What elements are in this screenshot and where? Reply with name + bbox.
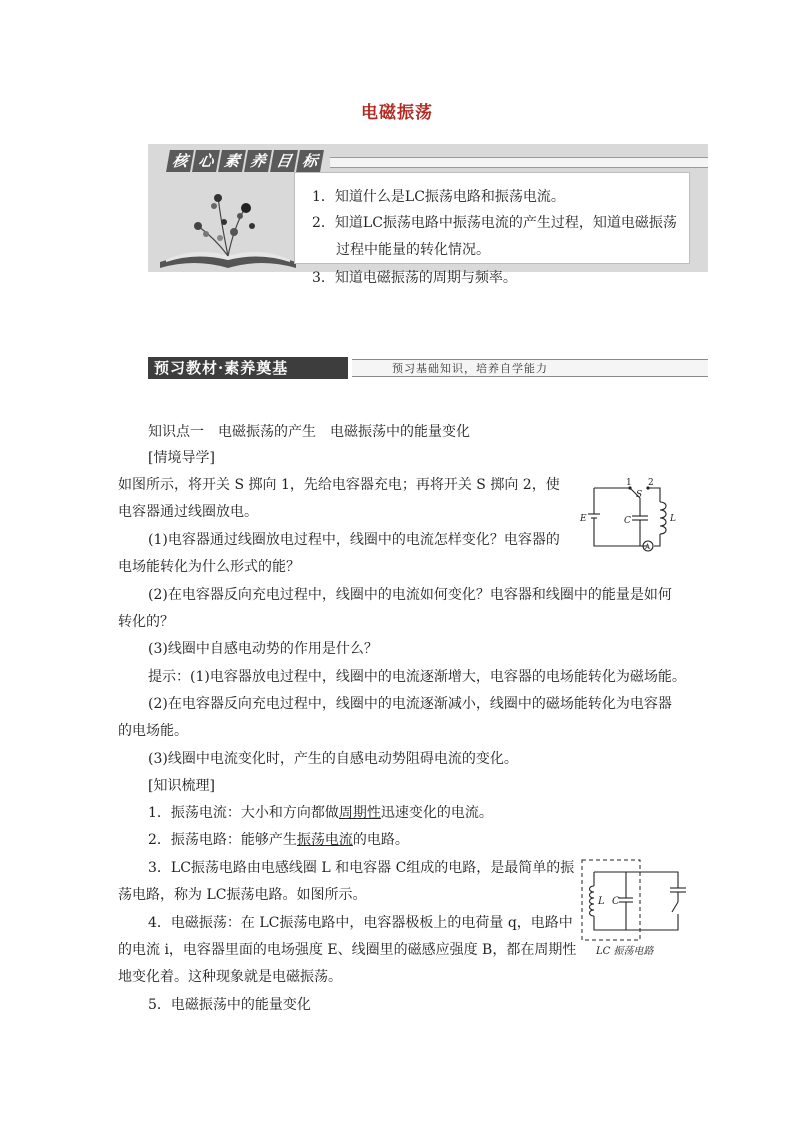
- question-2: (2)在电容器反向充电过程中，线圈中的电流如何变化？电容器和线圈中的能量是如何: [148, 587, 672, 603]
- point-4: 4．电磁振荡：在 LC振荡电路中，电容器极板上的电荷量 q，电路中: [148, 915, 573, 931]
- objectives-header: [168, 150, 322, 172]
- section-title: 预习教材·素养奠基: [148, 357, 348, 379]
- point-5: 5．电磁振荡中的能量变化: [148, 997, 311, 1013]
- objectives-header-char: 核: [166, 150, 194, 172]
- answer-2: 的电场能。: [118, 723, 188, 739]
- figure1-label-E: E: [580, 514, 587, 524]
- point-3: 3．LC振荡电路由电感线圈 L 和电容器 C组成的电路，是最简单的振: [148, 860, 575, 876]
- question-1: (1)电容器通过线圈放电过程中，线圈中的电流怎样变化？电容器的: [148, 532, 560, 548]
- knowledge-heading: 知识点一 电磁振荡的产生 电磁振荡中的能量变化: [148, 424, 470, 440]
- point-1: 1．振荡电流：大小和方向都做周期性迅速变化的电流。: [148, 805, 493, 821]
- objectives-header-char: 目: [270, 150, 298, 172]
- ammeter-symbol: A: [645, 543, 651, 551]
- objectives-header-rule: [330, 157, 708, 168]
- point-4: 的电流 i，电容器里面的电场强度 E、线圈里的磁感应强度 B，都在周期性: [118, 942, 577, 958]
- circuit-diagram-1: [578, 478, 678, 552]
- objectives-header-char: 标: [296, 150, 324, 172]
- figure1-label-2: 2: [648, 478, 654, 488]
- section-subtitle: 预习基础知识，培养自学能力: [352, 359, 708, 377]
- answer-3: (3)线圈中电流变化时，产生的自感电动势阻碍电流的变化。: [148, 751, 518, 767]
- objectives-header-char: 心: [192, 150, 220, 172]
- figure2-label-C: C: [612, 896, 620, 907]
- sort-label: [知识梳理]: [148, 778, 215, 794]
- figure1-label-S: S: [636, 490, 643, 500]
- objective-item: 过程中能量的转化情况。: [336, 242, 490, 258]
- question-2: 转化的？: [118, 614, 174, 630]
- point-4: 地变化着。这种现象就是电磁振荡。: [118, 969, 342, 985]
- objectives-header-char: 养: [244, 150, 272, 172]
- open-book-illustration: [158, 176, 298, 270]
- answer-2: (2)在电容器反向充电过程中，线圈中的电流逐渐减小，线圈中的磁场能转化为电容器: [148, 696, 672, 712]
- objective-item: 2．知道LC振荡电路中振荡电流的产生过程，知道电磁振荡: [312, 215, 677, 231]
- point-2: 2．振荡电路：能够产生振荡电流的电路。: [148, 832, 409, 848]
- guide-label: [情境导学]: [148, 450, 215, 466]
- question-1: 电场能转化为什么形式的能？: [118, 559, 300, 575]
- intro-text: 电容器通过线圈放电。: [118, 504, 258, 520]
- intro-text: 如图所示，将开关 S 掷向 1，先给电容器充电；再将开关 S 掷向 2，使: [118, 477, 560, 493]
- page-title: 电磁振荡: [361, 103, 433, 123]
- figure2-caption: LC 振荡电路: [596, 946, 654, 957]
- objective-item: 3．知道电磁振荡的周期与频率。: [312, 270, 517, 286]
- figure1-label-1: 1: [626, 478, 632, 488]
- circuit-diagram-2: [578, 858, 690, 960]
- figure1-label-L: L: [670, 514, 676, 524]
- point-3: 荡电路，称为 LC振荡电路。如图所示。: [118, 887, 367, 903]
- figure1-label-C: C: [624, 516, 631, 526]
- objective-item: 1．知道什么是LC振荡电路和振荡电流。: [312, 189, 565, 205]
- figure2-label-L: L: [598, 896, 605, 907]
- answer-1: 提示：(1)电容器放电过程中，线圈中的电流逐渐增大，电容器的电场能转化为磁场能。: [148, 669, 686, 685]
- objectives-header-char: 素: [218, 150, 246, 172]
- question-3: (3)线圈中自感电动势的作用是什么？: [148, 641, 378, 657]
